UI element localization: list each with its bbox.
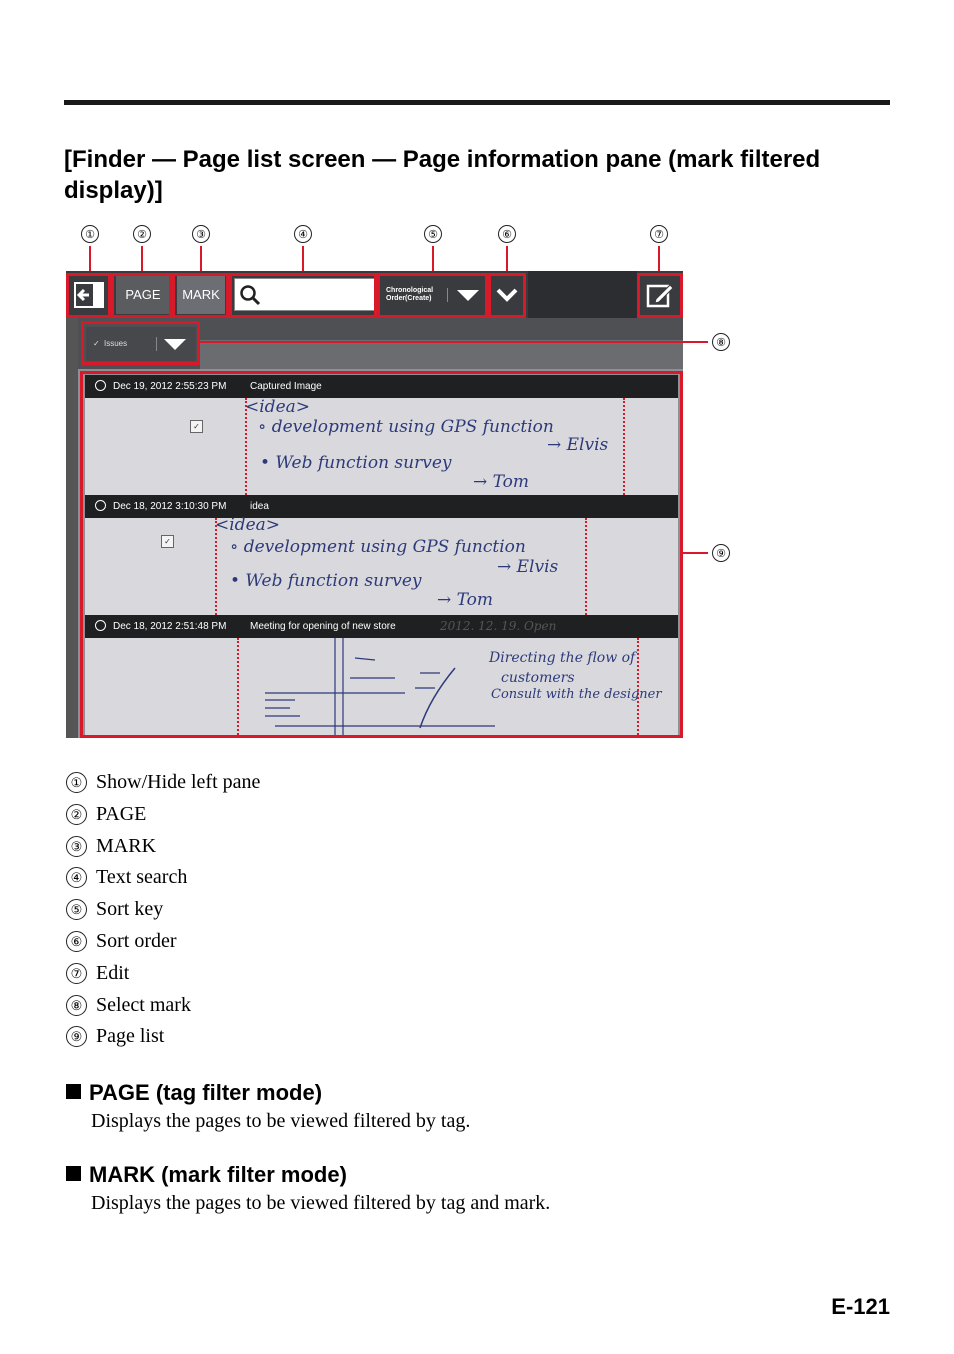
callout-7: ⑦ — [650, 225, 668, 243]
section-body-mark: Displays the pages to be viewed filtered by tag and mark. — [91, 1192, 551, 1214]
legend-label: Text search — [96, 866, 188, 889]
text-search-input[interactable] — [234, 278, 375, 311]
search-icon — [239, 284, 261, 306]
page-card[interactable] — [85, 495, 678, 615]
legend-label: Show/Hide left pane — [96, 771, 261, 793]
issue-mark-icon: ✓ — [190, 420, 203, 433]
section-heading-page — [66, 1080, 322, 1106]
leader-1 — [89, 246, 91, 273]
legend-label: MARK — [96, 834, 157, 857]
leader-8 — [200, 341, 708, 343]
page-number: E-121 — [831, 1294, 890, 1319]
mark-filter-bar-strip — [200, 340, 683, 369]
handwriting-line: <idea> — [245, 397, 311, 417]
section-body-page: Displays the pages to be viewed filtered by tag. — [91, 1110, 471, 1132]
page-mode-button[interactable]: PAGE — [116, 276, 170, 314]
sort-order-button[interactable] — [492, 276, 521, 314]
callout-3: ③ — [192, 225, 210, 243]
page-title: [Finder — Page list screen — Page information pane (mark filtered display)] — [64, 146, 821, 204]
page-name: Captured Image — [250, 381, 322, 392]
sort-order-icon — [496, 288, 518, 302]
page-timestamp: Dec 18, 2012 2:51:48 PM — [113, 621, 227, 632]
mark-mode-button[interactable]: MARK — [177, 276, 225, 314]
top-rule — [64, 100, 890, 105]
legend-number: ⑧ — [66, 995, 87, 1016]
chevron-down-icon — [164, 339, 186, 351]
page-card[interactable] — [85, 615, 678, 735]
left-pane — [66, 318, 78, 738]
page-card-header — [85, 375, 678, 398]
leader-7 — [658, 246, 660, 273]
callout-1: ① — [81, 225, 99, 243]
clock-icon — [95, 500, 106, 511]
legend-number: ⑤ — [66, 899, 87, 920]
legend-number: ① — [66, 772, 87, 793]
legend-label: Sort order — [96, 929, 177, 952]
edit-icon — [646, 282, 674, 308]
leader-2 — [141, 246, 143, 273]
callout-8: ⑧ — [712, 333, 730, 351]
collapse-pane-icon — [74, 282, 104, 308]
callout-4: ④ — [294, 225, 312, 243]
dropdown-divider — [447, 288, 448, 302]
toolbar-spacer — [528, 271, 637, 318]
sort-key-line2: Order(Create) — [386, 295, 432, 302]
callout-5: ⑤ — [424, 225, 442, 243]
clock-icon — [95, 380, 106, 391]
handwriting-line: • Web function survey — [260, 453, 452, 473]
leader-3 — [200, 246, 202, 273]
page-card-header — [85, 495, 678, 518]
handwriting-line: ∘ development using GPS function — [258, 417, 554, 437]
page-name: Meeting for opening of new store — [250, 621, 396, 632]
leader-6 — [506, 246, 508, 273]
clock-icon — [95, 620, 106, 631]
floor-plan-sketch — [255, 638, 515, 735]
handwriting-line: customers — [501, 670, 575, 686]
handwriting-line: Consult with the designer — [491, 687, 662, 702]
legend-number: ② — [66, 804, 87, 825]
page-margin-line — [237, 638, 239, 735]
handwriting-line: → Tom — [437, 590, 494, 610]
legend-number: ③ — [66, 836, 87, 857]
chevron-down-icon — [457, 290, 479, 302]
legend-number: ⑨ — [66, 1026, 87, 1047]
handwriting-line: 2012. 12. 19. Open — [440, 619, 557, 633]
page-name: idea — [250, 501, 269, 512]
page-margin-line — [585, 518, 587, 615]
legend-number: ⑦ — [66, 963, 87, 984]
handwriting-line: <idea> — [215, 515, 281, 535]
legend-label: Edit — [96, 961, 130, 984]
page-margin-line — [623, 398, 625, 495]
legend-number: ⑥ — [66, 931, 87, 952]
square-bullet-icon — [66, 1166, 81, 1181]
select-mark-dropdown[interactable] — [86, 327, 196, 361]
handwriting-line: → Elvis — [547, 435, 609, 455]
section-heading-mark — [66, 1162, 347, 1188]
section-heading-text: PAGE (tag filter mode) — [89, 1080, 323, 1105]
legend-label: Sort key — [96, 898, 164, 921]
check-mark-icon: ✓ — [93, 339, 100, 348]
edit-button[interactable] — [643, 276, 676, 314]
selected-mark-label: Issues — [104, 339, 128, 348]
handwriting-line: ∘ development using GPS function — [230, 537, 526, 557]
sort-key-line1: Chronological — [386, 287, 434, 294]
page-timestamp: Dec 19, 2012 2:55:23 PM — [113, 381, 227, 392]
callout-6: ⑥ — [498, 225, 516, 243]
legend-label: Page list — [96, 1025, 165, 1048]
page-timestamp: Dec 18, 2012 3:10:30 PM — [113, 501, 227, 512]
legend-label: Select mark — [96, 993, 191, 1016]
leader-4 — [302, 246, 304, 273]
left-pane-toggle-button[interactable] — [71, 276, 107, 314]
callout-9: ⑨ — [712, 544, 730, 562]
legend-number: ④ — [66, 867, 87, 888]
handwriting-line: → Tom — [473, 472, 530, 492]
handwriting-line: → Elvis — [497, 557, 559, 577]
sort-key-dropdown[interactable] — [381, 278, 485, 312]
page-card[interactable] — [85, 375, 678, 495]
legend-label: PAGE — [96, 802, 147, 825]
page-card-header — [85, 615, 678, 638]
callout-2: ② — [133, 225, 151, 243]
leader-9 — [683, 552, 708, 554]
leader-5 — [432, 246, 434, 273]
square-bullet-icon — [66, 1084, 81, 1099]
handwriting-line: Directing the flow of — [489, 650, 636, 666]
section-heading-text: MARK (mark filter mode) — [89, 1162, 347, 1187]
issue-mark-icon: ✓ — [161, 535, 174, 548]
handwriting-line: • Web function survey — [230, 571, 422, 591]
dropdown-divider — [156, 337, 157, 351]
